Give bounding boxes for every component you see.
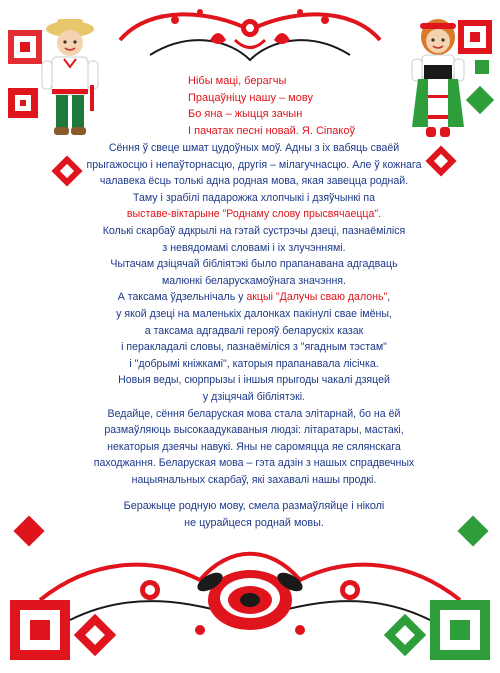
boy-figure-icon xyxy=(30,15,110,145)
poem-line-3: Бо яна – жыцця зачын xyxy=(188,108,303,120)
poem-author: Я. Сіпакоў xyxy=(301,124,355,137)
body-line: і перакладалі словы, пазнаёміліся з "ягадным тэстам" xyxy=(121,341,387,354)
body-line: Таму і зрабілі падарожжа хлопчыкі і дзяўчынкі па xyxy=(133,191,375,204)
body-line: у якой дзеці на маленькіх далонках пакінулі свае імёны, xyxy=(116,307,392,320)
body-line: некаторыя дзеячы навукі. Яны не саромяцца яе сялянскага xyxy=(107,440,401,453)
body-line: Чытачам дзіцячай бібліятэкі было прапанавана адгадваць xyxy=(110,258,398,271)
body-line: малюнкі беларускамоўнага значэння. xyxy=(161,274,346,287)
body-line: з невядомамі словамі і іх злучэннямі. xyxy=(162,241,346,254)
article-body xyxy=(44,140,464,488)
poem-line-2: Працаўніцу нашу – мову xyxy=(188,91,313,104)
action-title: акцыі "Далучы сваю далонь" xyxy=(246,291,388,304)
body-line: Сёння ў свеце шмат цудоўных моў. Адны з іх вабяць сваёй xyxy=(108,142,400,154)
closing-line-2: не цурайцеся роднай мовы. xyxy=(184,517,324,529)
body-line: чалавека ёсць толькі адна родная мова, якая завецца роднай. xyxy=(99,175,409,188)
body-line: паходжання. Беларуская мова – гэта адзін з нашых спрадвечных xyxy=(93,457,415,470)
poem-line-4 xyxy=(188,123,418,140)
body-line: прыгажосцю і непаўторнасцю, другія – мілагучнасцю. Але ў кожнага xyxy=(86,158,422,171)
closing-line-1: Беражыце родную мову, смела размаўляйце і ніколі xyxy=(123,500,385,512)
body-line-pre: А таксама ўдзельнічаль у xyxy=(117,291,247,304)
poem-line-4-text: І пачатак песні новай. xyxy=(188,124,299,137)
body-line: а таксама адгадвалі герояў беларускіх казак xyxy=(144,324,364,337)
body-line-post: , xyxy=(387,291,391,304)
body-line: Колькі скарбаў адкрылі на гэтай сустрэчы дзеці, пазнаёміліся xyxy=(102,224,406,237)
body-line: нацыянальных скарбаў, які захавалі нашы продкі. xyxy=(131,473,377,486)
body-line: Новыя веды, сюрпрызы і іншыя прыгоды чакалі дзяцей xyxy=(118,374,390,387)
body-line: і "добрымі кніжкамі", каторыя прапанавала лісічка. xyxy=(129,357,379,370)
epigraph-poem xyxy=(188,73,418,139)
body-line: у дзіцячай бібліятэкі. xyxy=(202,390,306,403)
body-line: Ведайце, сёння беларуская мова стала элітарнай, бо на ёй xyxy=(107,407,401,420)
body-line xyxy=(44,289,464,306)
closing-appeal xyxy=(44,498,464,532)
body-line: размаўляюць высокаадукаваныя людзі: літаратары, мастакі, xyxy=(104,424,404,437)
poem-line-1: Нібы маці, берагчы xyxy=(188,75,287,87)
exhibition-title: выставе-вiктарыне "Роднаму слову прысвячаецца". xyxy=(126,208,382,221)
